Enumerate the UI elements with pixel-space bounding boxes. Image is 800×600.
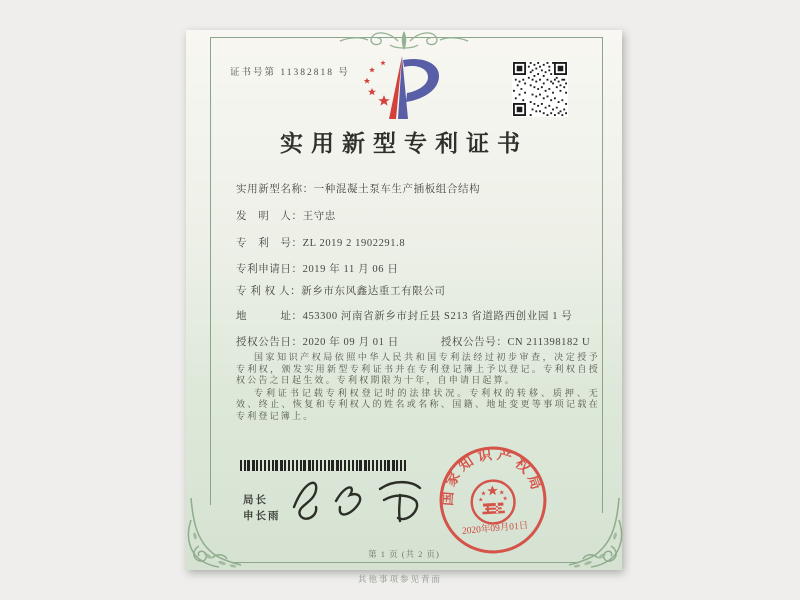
barcode [240,460,408,471]
field-value: ZL 2019 2 1902291.8 [302,238,406,249]
certificate-title: 实用新型专利证书 [280,131,528,156]
field-patentee [236,283,446,298]
below-note: 其他事项参见背面 [357,574,442,584]
cnipa-logo-icon [356,54,450,124]
top-ornament-icon [338,28,470,54]
patent-certificate [186,30,622,570]
field-inventor [236,208,336,223]
field-label: 地 址： [236,311,303,322]
legal-paragraph: 专利证书记载专利权登记时的法律状况。专利权的转移、质押、无效、终止、恢复和专利权人的姓名或名称、国籍、地址变更等事项记载在专利登记簿上。 [236,387,600,421]
signer-name: 申长雨 [243,511,281,522]
field-label: 专 利 号： [236,238,303,249]
field-label: 实用新型名称： [236,184,314,195]
field-value: 一种混凝土泵车生产插板组合结构 [313,184,481,195]
field-patent-number [236,235,405,250]
page-number: 第 1 页 (共 2 页) [368,549,440,559]
field-value: 王守忠 [302,211,336,222]
field-utility-model-name [236,181,480,196]
field-value: CN 211398182 U [507,337,591,348]
legal-paragraph: 国家知识产权局依照中华人民共和国专利法经过初步审查，决定授予专利权，颁发实用新型专利证书并在专利登记簿上予以登记。专利权自授权公告之日起生效。专利权期限为十年，自申请日起算。 [236,352,600,386]
frame-left-line [210,37,211,505]
field-value: 2019 年 11 月 06 日 [302,264,399,275]
field-grant-number [441,334,590,349]
certificate-number: 证书号第 11382818 号 [230,68,350,78]
field-label: 发 明 人： [236,211,303,222]
field-value: 453300 河南省新乡市封丘县 S213 省道路西创业园 1 号 [302,311,573,322]
field-grant-date [236,334,399,349]
frame-right-line [602,37,603,513]
field-application-date [236,261,398,276]
frame-bottom-line [231,562,577,563]
signature-icon [284,473,434,535]
field-grant-row [236,334,590,349]
field-value: 2020 年 09 月 01 日 [302,337,399,348]
seal-text: 国家知识产权局 [439,446,546,507]
svg-text:国家知识产权局 [435,442,547,507]
signer-title: 局长 [243,495,268,506]
field-label: 授权公告日： [236,337,303,348]
field-label: 授权公告号： [440,337,508,348]
seal-date: 2020年09月01日 [461,521,529,537]
official-seal [434,441,552,559]
field-label: 专 利 权 人： [236,286,302,297]
qr-code [512,61,568,117]
field-label: 专利申请日： [236,264,303,275]
field-value: 新乡市东风鑫达重工有限公司 [301,286,446,297]
legal-text-block [236,352,600,424]
field-address [236,308,572,323]
